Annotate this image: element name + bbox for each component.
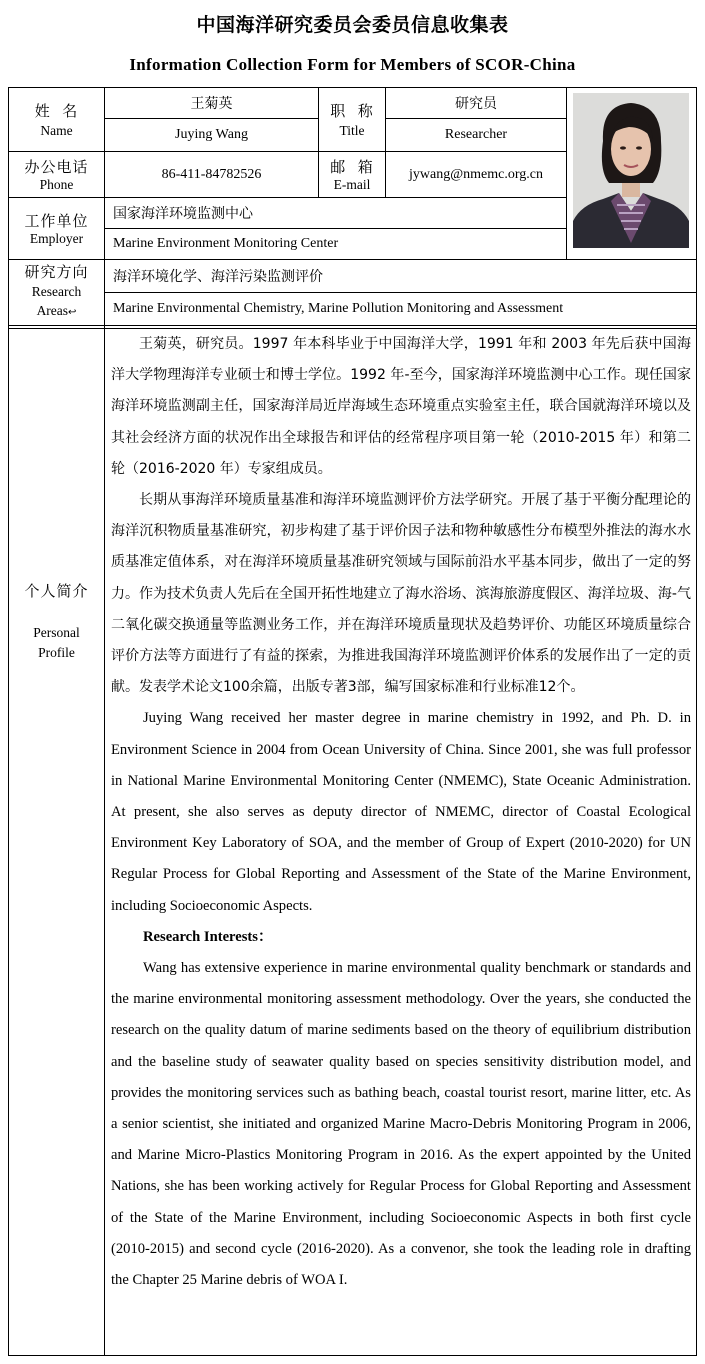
phone-label bbox=[9, 152, 104, 197]
phone-value: 86-411-84782526 bbox=[161, 166, 262, 182]
employer-value-zh: 国家海洋环境监测中心 bbox=[113, 206, 253, 222]
email-label-en: E-mail bbox=[333, 177, 371, 192]
title-label bbox=[319, 88, 385, 151]
profile-zh-paragraph-2: 长期从事海洋环境质量基准和海洋环境监测评价方法学研究。开展了基于平衡分配理论的海洋沉积物质量基准研究，初步构建了基于评价因子法和物种敏感性分布模型外推法的海水水质基准定值体系，对在海洋环境质量基准研究领域与国际前沿水平基本同步，做出了一定的努力。作为技术负责人先后在全国开拓性地建立了海水浴场、滨海旅游度假区、海洋垃圾、海-气二氧化碳交换通量等监测业务工作，并在海洋环境质量现状及趋势评价、功能区环境质量综合评价方法等方面进行了有益的探索，为推进我国海洋环境监测评价体系的发展作出了一定的贡献。发表学术论文100余篇，出版专著3部，编写国家标准和行业标准12个。 bbox=[111, 492, 691, 696]
profile-label bbox=[9, 580, 104, 661]
research-interests-heading: Research Interests： bbox=[143, 928, 273, 945]
profile-en-paragraph-2: Wang has extensive experience in marine environmental quality benchmark or standards and the marine environmental monitoring assessment methodology. Over the years, she conducted the research on the quality datum of marine sediments based on the theory of equilibrium distribution and the baseline study of seawater quality based on species sensitivity distribution model, and provides the monitoring services such as bathing beach, coastal tourist resort, marine litter, etc. As a senior scientist, she initiated and organized Marine Macro-Debris Monitoring Program in 2006, and Marine Micro-Plastics Monitoring Program in 2016. As the expert appointed by the United Nations, she has been working actively for Regular Process for Global Reporting and Assessment of the State of the Marine Environment, including Socioeconomic Aspects in both first cycle (2010-2015) and second cycle (2016-2020). As a convenor, she took the leading role in drafting the Chapter 25 Marine debris of WOA I. bbox=[111, 960, 691, 1289]
name-value-zh: 王菊英 bbox=[190, 96, 233, 112]
title-value-zh: 研究员 bbox=[455, 96, 497, 112]
employer-label-en: Employer bbox=[29, 231, 84, 246]
form-title-en: Information Collection Form for Members of SCOR-China bbox=[129, 55, 576, 74]
profile-body bbox=[104, 329, 691, 1296]
profile-en-paragraph-1: Juying Wang received her master degree in marine chemistry in 1992, and Ph. D. in Environment Science in 2004 from Ocean University of China. Since 2001, she was full professor in National Marine Environmental Monitoring Center (NMEMC), State Oceanic Administration. At present, she also serves as deputy director of NMEMC, director of Coastal Ecological Environment Key Laboratory of SOA, and the member of Group of Expert (2010-2020) for UN Regular Process for Global Reporting and Assessment of the State of the Marine Environment, including Socioeconomic Aspects. bbox=[111, 710, 691, 914]
research-label-zh: 研究方向 bbox=[24, 263, 89, 281]
portrait-photo bbox=[573, 93, 689, 248]
employer-label bbox=[9, 198, 104, 259]
profile-label-zh: 个人简介 bbox=[24, 582, 89, 600]
name-label-en: Name bbox=[40, 123, 73, 138]
phone-label-zh: 办公电话 bbox=[24, 158, 89, 176]
profile-label-en1: Personal bbox=[33, 625, 80, 640]
name-label-zh: 姓 名 bbox=[34, 102, 79, 120]
form-title-zh: 中国海洋研究委员会委员信息收集表 bbox=[196, 14, 509, 36]
title-value-en: Researcher bbox=[444, 127, 508, 142]
email-value: jywang@nmemc.org.cn bbox=[409, 166, 543, 182]
name-value-en: Juying Wang bbox=[175, 127, 248, 142]
employer-label-zh: 工作单位 bbox=[24, 212, 89, 230]
employer-value-en: Marine Environment Monitoring Center bbox=[113, 236, 339, 251]
title-label-en: Title bbox=[339, 123, 365, 138]
research-label-en1: Research bbox=[31, 284, 82, 299]
title-label-zh: 职 称 bbox=[330, 102, 374, 120]
email-label bbox=[319, 152, 385, 197]
name-label bbox=[9, 88, 104, 151]
profile-label-en2: Profile bbox=[38, 645, 75, 660]
profile-zh-paragraph-1: 王菊英，研究员。1997 年本科毕业于中国海洋大学，1991 年和 2003 年先后获中国海洋大学物理海洋专业硕士和博士学位。1992 年-至今，国家海洋环境监测中心工作。现任国家海洋环境监测副主任，国家海洋局近岸海域生态环境重点实验室主任，联合国就海洋环境以及其社会经济方面的状况作出全球报告和评估的经常程序项目第一轮（2010-2015 年）和第二轮（2016-2020 年）专家组成员。 bbox=[111, 336, 691, 477]
research-label bbox=[9, 260, 104, 325]
research-value-zh: 海洋环境化学、海洋污染监测评价 bbox=[113, 269, 323, 285]
research-value-en: Marine Environmental Chemistry, Marine Pollution Monitoring and Assessment bbox=[113, 301, 564, 316]
email-label-zh: 邮 箱 bbox=[330, 158, 374, 176]
research-label-en2: Areas↩ bbox=[36, 303, 77, 318]
phone-label-en: Phone bbox=[39, 177, 74, 192]
